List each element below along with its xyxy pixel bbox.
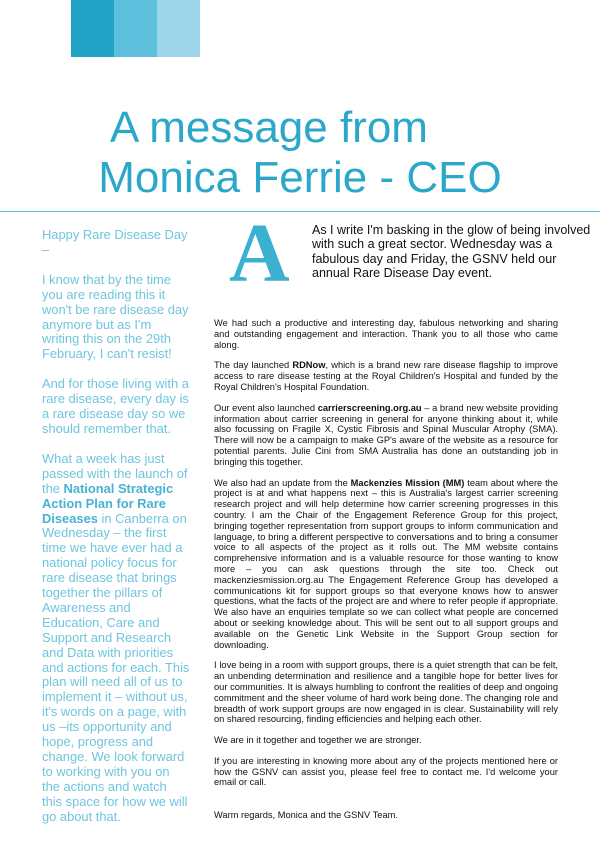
color-block-2 bbox=[114, 0, 157, 57]
body-text: The day launched bbox=[214, 360, 293, 371]
body-text: team about where the project is at and what happens next – this is Australia's largest carrier screening research project and will help determine how carrier screening progresses in this country. I am the Chair of the Engagement Reference Group for this project, bringing together representation from support groups to inform communication and language, to bring a different perspective to conversations and to bring a consumer voice to all aspects of the project as it rolls out. The MM website contains comprehensive information and is a valuable resource for those wanting to know more – you can ask questions through the site too. Check out mackenziesmission.org.au The Engagement Reference Group has developed a communications kit for support groups so that everyone knows how to answer questions, what the facts of the project are and where to refer people if appropriate. We also have an enquiries template so we can collect what people are concerned about or seeking knowledge about. This will be sent out to all support groups and available on the Genetic Link Website in the Support Group section for downloading. bbox=[214, 477, 559, 650]
sidebar-column bbox=[42, 228, 190, 840]
body-column bbox=[214, 318, 558, 831]
sidebar-paragraph bbox=[42, 452, 190, 825]
body-text: We also had an update from the bbox=[214, 477, 351, 488]
body-paragraph: If you are interesting in knowing more about any of the projects mentioned here or how the GSNV can assist you, please feel free to contact me. I'd welcome your email or call. bbox=[214, 755, 558, 788]
sidebar-paragraph: Happy Rare Disease Day – bbox=[42, 227, 188, 257]
body-paragraph: I love being in a room with support groups, there is a quiet strength that can be felt, an unbending determination and resilience and a tangible hope for better lives for our communities. It is always humbling to confront the realities of deep and ongoing commitment and the sheer volume of hard work being done. The changing role and breadth of work support groups are now engaged in is clear. Sustainability will rely on shared resourcing, finding efficiencies and helping each other. bbox=[214, 660, 558, 725]
title-line-2: Monica Ferrie - CEO bbox=[98, 153, 502, 202]
drop-cap: A bbox=[229, 207, 290, 300]
body-text: Our event also launched bbox=[214, 402, 318, 413]
body-paragraph bbox=[214, 403, 558, 468]
sidebar-text: in Canberra on Wednesday – the first time we have ever had a national policy focus for rare disease that brings together the pillars of Awareness and Education, Care and Support and Research and Data with priorities and actions for each. This plan will need all of us to implement it – without us, it's words on a page, with us –its opportunity and hope, progress and change. We look forward to working with you on the actions and watch this space for how we will go about that. bbox=[42, 510, 190, 824]
body-paragraph: We had such a productive and interesting day, fabulous networking and sharing and outstanding engagement and interaction. Thank you to all those who came along. bbox=[214, 318, 558, 350]
title-line-1: A message from bbox=[110, 103, 428, 152]
rdnow-name: RDNow bbox=[292, 360, 326, 371]
sidebar-paragraph: I know that by the time you are reading this it won't be rare disease day anymore but as I'm writing this on the 29th February, I can't resist! bbox=[42, 271, 189, 362]
spacer bbox=[214, 798, 558, 810]
body-text: – a brand new website providing information about carrier screening in general for anyone thinking about it, while also focussing on Fragile X, Cystic Fibrosis and Spinal Muscular Atrophy (SMA). There will now be a campaign to make GP's aware of the website as a resource for potential parents. Julie Cini from SMA Australia has done an outstanding job in bringing this together. bbox=[214, 402, 558, 467]
action-plan-title: National Strategic Action Plan for Rare Diseases bbox=[42, 480, 174, 526]
carrierscreening-site: carrierscreening.org.au bbox=[317, 402, 422, 413]
sign-off: Warm regards, Monica and the GSNV Team. bbox=[214, 810, 398, 821]
body-paragraph bbox=[214, 360, 558, 392]
title-divider bbox=[0, 211, 600, 212]
intro-paragraph: As I write I'm basking in the glow of being involved with such a great sector. Wednesday was a fabulous day and Friday, the GSNV held our annual Rare Disease Day event. bbox=[312, 223, 591, 280]
sidebar-paragraph: And for those living with a rare disease, every day is a rare disease day so we should remember that. bbox=[42, 376, 189, 436]
color-block-1 bbox=[71, 0, 114, 57]
mackenzies-mission-name: Mackenzies Mission (MM) bbox=[350, 477, 465, 488]
page-title bbox=[0, 104, 600, 204]
header-color-blocks bbox=[71, 0, 200, 57]
body-paragraph: We are in it together and together we are stronger. bbox=[214, 735, 422, 746]
color-block-3 bbox=[157, 0, 200, 57]
sidebar-text: What a week has just passed with the launch of the bbox=[42, 450, 188, 496]
body-text: , which is a brand new rare disease flagship to improve access to rare disease testing at the Royal Children's Hospital and funded by the Royal Children's Hospital Foundation. bbox=[214, 360, 559, 392]
body-paragraph bbox=[214, 478, 558, 651]
